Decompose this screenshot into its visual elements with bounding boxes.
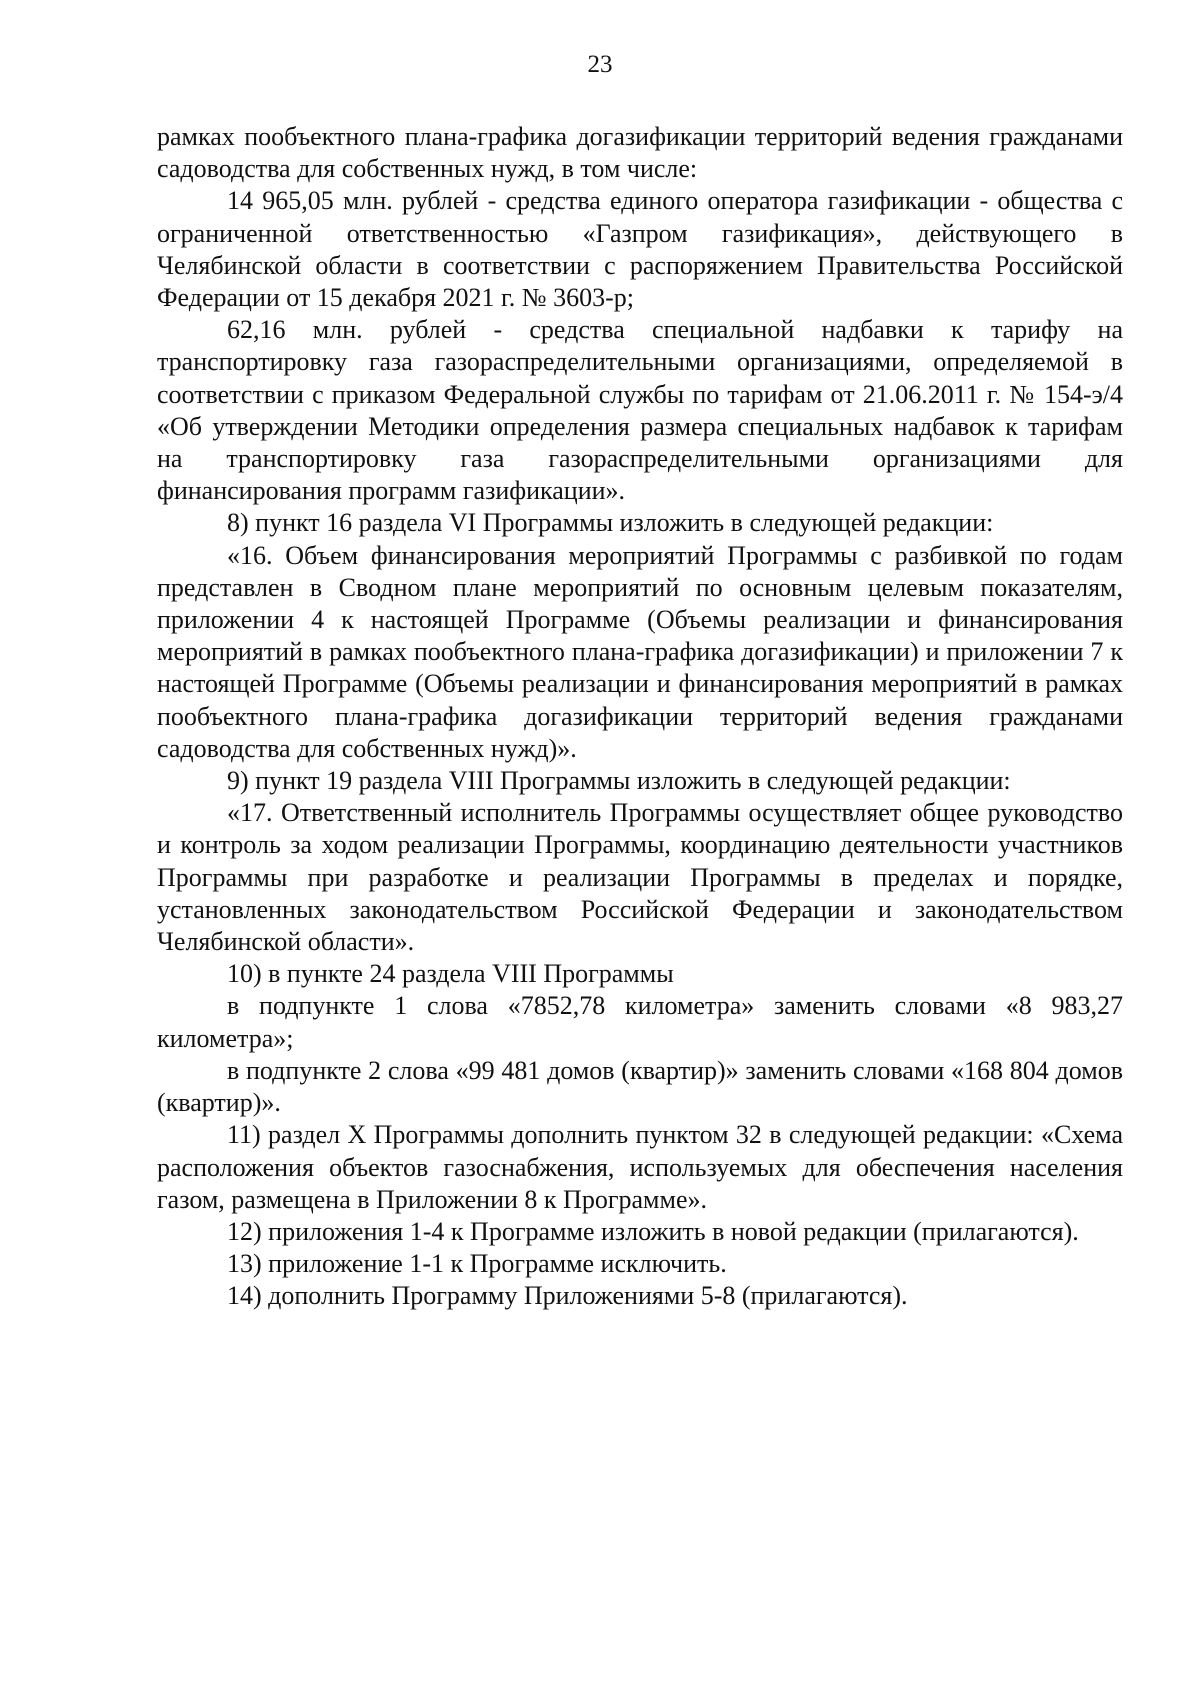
paragraph-item-8: 8) пункт 16 раздела VI Программы изложить в следующей редакции:: [227, 508, 994, 538]
paragraph-item-12: 12) приложения 1-4 к Программе изложить в новой редакции (прилагаются).: [227, 1216, 1079, 1246]
document-body: [157, 121, 1123, 1313]
paragraph-item-11: 11) раздел X Программы дополнить пунктом 32 в следующей редакции: «Схема расположения объектов газоснабжения, используемых для обеспечения населения газом, размещена в Приложении 8 к Программе».: [157, 1120, 1123, 1214]
paragraph-item-16-text: «16. Объем финансирования мероприятий Программы с разбивкой по годам представлен в Сводном плане мероприятий по основным целевым показателям, приложении 4 к настоящей Программе (Объемы реализации и финансирования мероприятий в рамках пообъектного плана-графика догазификации) и приложении 7 к настоящей Программе (Объемы реализации и финансирования мероприятий в рамках пообъектного плана-графика догазификации территорий ведения гражданами садоводства для собственных нужд)».: [157, 540, 1123, 763]
page-number: 23: [587, 51, 613, 78]
paragraph-subitem-2: в подпункте 2 слова «99 481 домов (квартир)» заменить словами «168 804 домов (квартир)».: [157, 1055, 1123, 1118]
paragraph-item-9: 9) пункт 19 раздела VIII Программы изложить в следующей редакции:: [227, 766, 1011, 796]
paragraph-item-13: 13) приложение 1-1 к Программе исключить.: [227, 1249, 727, 1279]
paragraph-continuation: рамках пообъектного плана-графика догазификации территорий ведения гражданами садоводства для собственных нужд, в том числе:: [157, 122, 1123, 184]
paragraph-item-14: 14) дополнить Программу Приложениями 5-8 (прилагаются).: [227, 1281, 908, 1311]
paragraph-subitem-1: в подпункте 1 слова «7852,78 километра» заменить словами «8 983,27 километра»;: [157, 991, 1123, 1053]
paragraph-item-10: 10) в пункте 24 раздела VIII Программы: [227, 959, 674, 989]
paragraph-gazprom-funds: 14 965,05 млн. рублей - средства единого оператора газификации - общества с ограниченной ответственностью «Газпром газификация», действующего в Челябинской области в соответствии с распоряжением Правительства Российской Федерации от 15 декабря 2021 г. № 3603-р;: [157, 186, 1123, 313]
paragraph-item-17-text: «17. Ответственный исполнитель Программы осуществляет общее руководство и контроль за ходом реализации Программы, координацию деятельности участников Программы при разработке и реализации Программы в пределах и порядке, установленных законодательством Российской Федерации и законодательством Челябинской области».: [157, 798, 1123, 957]
paragraph-special-surcharge: 62,16 млн. рублей - средства специальной надбавки к тарифу на транспортировку газа газораспределительными организациями, определяемой в соответствии с приказом Федеральной службы по тарифам от 21.06.2011 г. № 154-э/4 «Об утверждении Методики определения размера специальных надбавок к тарифам на транспортировку газа газораспределительными организациями для финансирования программ газификации».: [157, 315, 1123, 506]
